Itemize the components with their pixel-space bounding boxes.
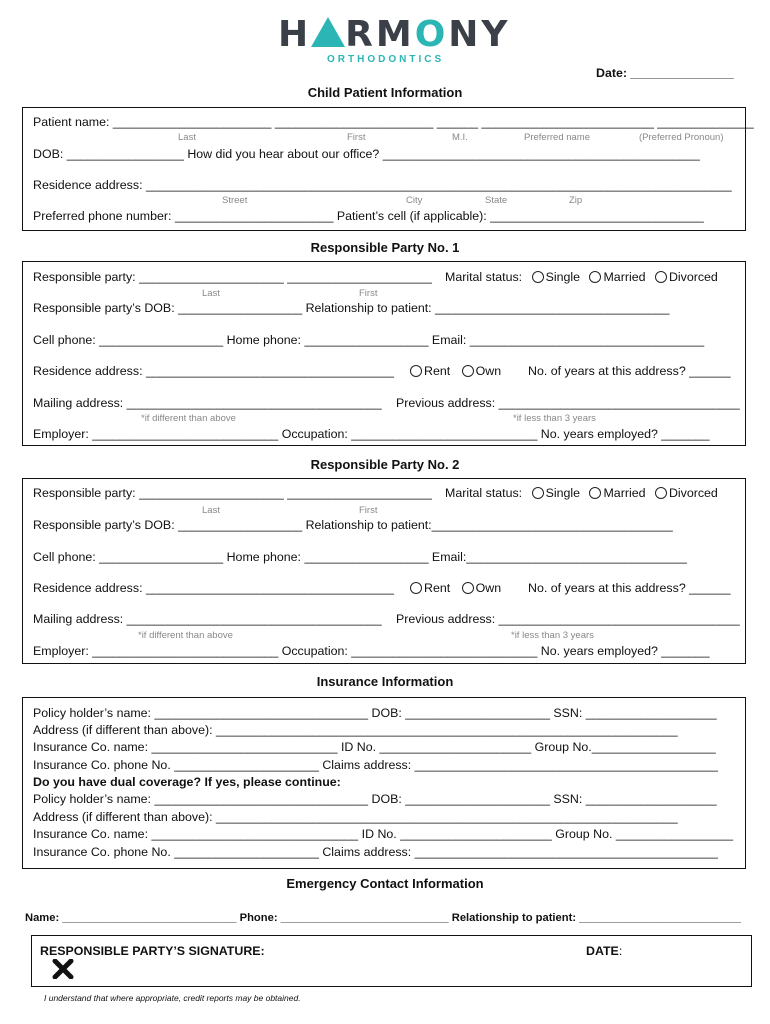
- rp2-years-address-field[interactable]: No. of years at this address? ______: [528, 581, 731, 595]
- rp2-section-title: Responsible Party No. 2: [310, 457, 460, 472]
- date-field[interactable]: Date: _______________: [596, 66, 734, 80]
- rp1-rent-own: [410, 364, 501, 378]
- rp2-option-divorced: Divorced: [668, 486, 718, 500]
- signature-x-icon: [52, 959, 74, 979]
- ins-address-1[interactable]: Address (if different than above): ___________________________________________________________________: [33, 723, 678, 737]
- hint-mi: M.I.: [452, 132, 468, 143]
- hint-pronoun: (Preferred Pronoun): [639, 132, 724, 143]
- rp1-years-address-field[interactable]: No. of years at this address? ______: [528, 364, 731, 378]
- signature-date-colon: :: [618, 944, 623, 958]
- rp2-radio-single[interactable]: [532, 487, 544, 499]
- rp1-hint-different: *if different than above: [141, 413, 236, 424]
- rp2-option-married: Married: [603, 486, 646, 500]
- rp2-rent-own: [410, 581, 501, 595]
- rp1-previous-field[interactable]: Previous address: ___________________________________: [396, 396, 740, 410]
- rp2-section-box: [22, 478, 746, 664]
- rp2-hint-last: Last: [202, 505, 220, 516]
- rp1-mailing-field[interactable]: Mailing address: _____________________________________: [33, 396, 382, 410]
- rp1-hint-last: Last: [202, 288, 220, 299]
- rp1-option-married: Married: [603, 270, 646, 284]
- rp1-marital-label: Marital status:: [445, 270, 523, 284]
- rp1-option-divorced: Divorced: [668, 270, 718, 284]
- rp1-rent-label: Rent: [424, 364, 451, 378]
- rp2-radio-own[interactable]: [462, 582, 474, 594]
- rp1-section-box: [22, 261, 746, 446]
- child-section-title: Child Patient Information: [307, 85, 463, 100]
- rp1-radio-divorced[interactable]: [655, 271, 667, 283]
- phone-field[interactable]: Preferred phone number: _______________________ Patient’s cell (if applicable): _______________________________: [33, 209, 704, 223]
- hint-first: First: [347, 132, 366, 143]
- hint-street: Street: [222, 195, 248, 206]
- hint-city: City: [406, 195, 423, 206]
- residence-field[interactable]: Residence address: _____________________________________________________________________________________: [33, 178, 732, 192]
- hint-zip: Zip: [569, 195, 583, 206]
- rp2-hint-first: First: [359, 505, 378, 516]
- rp2-marital-label: Marital status:: [445, 486, 523, 500]
- hint-preferred-name: Preferred name: [524, 132, 591, 143]
- signature-date-label: DATE: [586, 944, 619, 958]
- logo-wordmark: H RMONY: [278, 14, 511, 55]
- logo-subtitle: ORTHODONTICS: [327, 54, 445, 65]
- signature-box[interactable]: [31, 935, 752, 987]
- rp2-hint-different: *if different than above: [138, 630, 233, 641]
- hint-state: State: [485, 195, 508, 206]
- rp2-cell-field[interactable]: Cell phone: __________________ Home phone: __________________ Email:________________________________: [33, 550, 687, 564]
- rp1-option-single: Single: [545, 270, 581, 284]
- rp2-radio-divorced[interactable]: [655, 487, 667, 499]
- logo-triangle-icon: [311, 17, 345, 47]
- rp1-section-title: Responsible Party No. 1: [310, 240, 460, 255]
- hint-last: Last: [178, 132, 196, 143]
- rp2-residence-field[interactable]: Residence address: ____________________________________: [33, 581, 395, 595]
- ins-dual-coverage-label: Do you have dual coverage? If yes, please continue:: [33, 775, 341, 789]
- rp1-radio-rent[interactable]: [410, 365, 422, 377]
- rp2-option-single: Single: [545, 486, 581, 500]
- signature-label: RESPONSIBLE PARTY’S SIGNATURE:: [40, 944, 265, 958]
- rp1-marital-status: [445, 270, 718, 284]
- rp2-mailing-field[interactable]: Mailing address: _____________________________________: [33, 612, 382, 626]
- rp1-hint-less: *if less than 3 years: [513, 413, 596, 424]
- ins-address-2[interactable]: Address (if different than above): ___________________________________________________________________: [33, 810, 678, 824]
- rp2-party-field[interactable]: Responsible party: _____________________ _____________________: [33, 486, 432, 500]
- rp2-own-label: Own: [475, 581, 502, 595]
- rp1-residence-field[interactable]: Residence address: ____________________________________: [33, 364, 395, 378]
- rp2-employer-field[interactable]: Employer: ___________________________ Occupation: ___________________________ No. years employed? _______: [33, 644, 710, 658]
- ins-policy-holder-1[interactable]: Policy holder’s name: _______________________________ DOB: _____________________ SSN: ___________________: [33, 706, 717, 720]
- rp1-radio-married[interactable]: [589, 271, 601, 283]
- insurance-section-title: Insurance Information: [316, 674, 454, 689]
- rp1-own-label: Own: [475, 364, 502, 378]
- rp2-hint-less: *if less than 3 years: [511, 630, 594, 641]
- rp1-employer-field[interactable]: Employer: ___________________________ Occupation: ___________________________ No. years employed? _______: [33, 427, 710, 441]
- credit-footnote: I understand that where appropriate, credit reports may be obtained.: [44, 993, 301, 1003]
- emergency-section-title: Emergency Contact Information: [286, 876, 484, 891]
- rp2-rent-label: Rent: [424, 581, 451, 595]
- rp1-radio-own[interactable]: [462, 365, 474, 377]
- rp1-party-field[interactable]: Responsible party: _____________________ _____________________: [33, 270, 432, 284]
- dob-referral-field[interactable]: DOB: _________________ How did you hear about our office? ______________________________________________: [33, 147, 700, 161]
- rp1-cell-field[interactable]: Cell phone: __________________ Home phone: __________________ Email: __________________________________: [33, 333, 705, 347]
- rp2-marital-status: [445, 486, 718, 500]
- ins-company-name-1[interactable]: Insurance Co. name: ___________________________ ID No. ______________________ Group No.__________________: [33, 740, 716, 754]
- patient-name-field[interactable]: Patient name: _______________________ _______________________ ______ _________________________ ______________: [33, 115, 754, 129]
- ins-company-name-2[interactable]: Insurance Co. name: ______________________________ ID No. ______________________ Group No. _________________: [33, 827, 733, 841]
- rp2-previous-field[interactable]: Previous address: ___________________________________: [396, 612, 740, 626]
- rp1-dob-field[interactable]: Responsible party’s DOB: __________________ Relationship to patient: __________________________________: [33, 301, 670, 315]
- rp2-dob-field[interactable]: Responsible party’s DOB: __________________ Relationship to patient:___________________________________: [33, 518, 673, 532]
- rp1-hint-first: First: [359, 288, 378, 299]
- rp2-radio-rent[interactable]: [410, 582, 422, 594]
- rp2-radio-married[interactable]: [589, 487, 601, 499]
- ins-company-phone-2[interactable]: Insurance Co. phone No. _____________________ Claims address: ____________________________________________: [33, 845, 718, 859]
- ins-policy-holder-2[interactable]: Policy holder’s name: _______________________________ DOB: _____________________ SSN: ___________________: [33, 792, 717, 806]
- signature-date[interactable]: [586, 944, 622, 958]
- ins-company-phone-1[interactable]: Insurance Co. phone No. _____________________ Claims address: ____________________________________________: [33, 758, 718, 772]
- rp1-radio-single[interactable]: [532, 271, 544, 283]
- emergency-contact-field[interactable]: Name: ____________________________ Phone: ___________________________ Relationship to patient: __________________________: [25, 912, 741, 924]
